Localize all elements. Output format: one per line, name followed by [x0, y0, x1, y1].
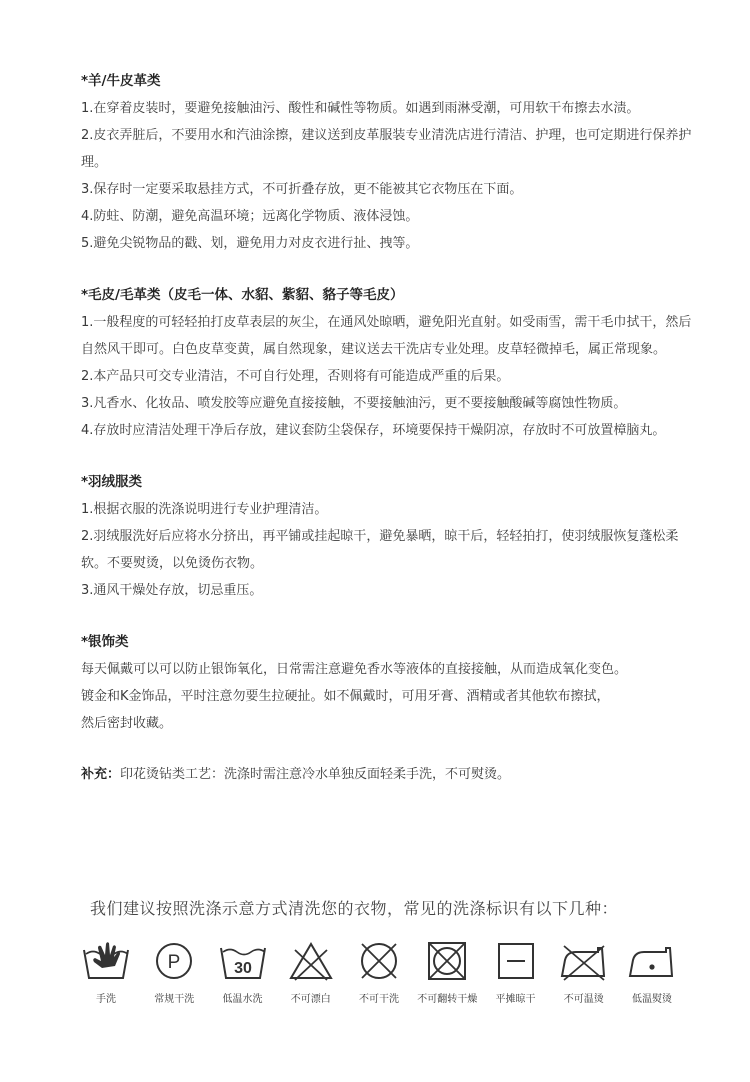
symbol-label: 不可干洗: [359, 994, 399, 1005]
low-iron-icon: [626, 938, 678, 984]
symbol-label: 手洗: [96, 994, 116, 1005]
section-fur: [81, 282, 701, 444]
wash-symbol: [211, 938, 275, 1005]
section-heading: *毛皮/毛革类（皮毛一体、水貂、紫貂、貉子等毛皮）: [81, 287, 404, 303]
flat-dry-icon: [490, 938, 542, 984]
wash-symbol: [74, 938, 138, 1005]
supplement-note: [81, 761, 701, 788]
paragraph: 2.本产品只可交专业清洁，不可自行处理，否则将有可能造成严重的后果。: [81, 369, 510, 384]
care-instructions: [81, 68, 701, 788]
dry-clean-p-icon: [148, 938, 200, 984]
wash-symbol: [142, 938, 206, 1005]
wash-symbols: [74, 938, 684, 1005]
section-heading: *羽绒服类: [81, 474, 143, 490]
wash-30-icon: [217, 938, 269, 984]
paragraph: 1.根据衣服的洗涤说明进行专业护理清洁。: [81, 502, 328, 517]
section-silver: [81, 629, 701, 737]
paragraph: 3.保存时一定要采取悬挂方式，不可折叠存放，更不能被其它衣物压在下面。: [81, 182, 523, 197]
paragraph: 3.通风干燥处存放，切忌重压。: [81, 583, 263, 598]
paragraph: 然后密封收藏。: [81, 716, 173, 731]
note-label: 补充：: [81, 767, 121, 782]
hand-wash-icon: [80, 938, 132, 984]
paragraph: 镀金和K金饰品，平时注意勿要生拉硬扯。如不佩戴时，可用牙膏、酒精或者其他软布擦拭，: [81, 689, 610, 704]
wash-symbol: [620, 938, 684, 1005]
no-iron-icon: [558, 938, 610, 984]
wash-symbol: [484, 938, 548, 1005]
paragraph: 3.凡香水、化妆品、喷发胶等应避免直接接触，不要接触油污，更不要接触酸碱等腐蚀性物质。: [81, 396, 627, 411]
symbol-label: 不可漂白: [290, 994, 331, 1005]
paragraph: 4.存放时应清洁处理干净后存放，建议套防尘袋保存，环境要保持干燥阴凉，存放时不可放置樟脑丸。: [81, 423, 666, 438]
wash-guide-text: 我们建议按照洗涤示意方式清洗您的衣物，常见的洗涤标识有以下几种：: [90, 899, 619, 918]
paragraph: 1.一般程度的可轻轻拍打皮草表层的灰尘，在通风处晾晒，避免阳光直射。如受雨雪，需干毛巾拭干，然后自然风干即可。白色皮草变黄，属自然现象，建议送去干洗店专业处理。皮草轻微掉毛，属正常现象。: [81, 315, 692, 357]
note-text: 印花烫钻类工艺：洗涤时需注意冷水单独反面轻柔手洗，不可熨烫。: [120, 767, 511, 782]
section-leather: [81, 68, 701, 257]
section-down: [81, 469, 701, 604]
section-heading: *羊/牛皮革类: [81, 73, 161, 89]
paragraph: 5.避免尖锐物品的戳、划，避免用力对皮衣进行扯、拽等。: [81, 236, 419, 251]
symbol-label: 平摊晾干: [495, 994, 536, 1005]
section-heading: *银饰类: [81, 634, 129, 650]
no-bleach-icon: [285, 938, 337, 984]
symbol-label: 低温水洗: [222, 994, 263, 1005]
no-tumble-dry-icon: [421, 938, 473, 984]
wash-symbol: [552, 938, 616, 1005]
wash-symbol: [347, 938, 411, 1005]
symbol-label: 常规干洗: [154, 994, 195, 1005]
wash-temp-glyph: 30: [233, 960, 252, 977]
symbol-label: 不可温烫: [563, 994, 604, 1005]
symbol-label: 不可翻转干燥: [417, 994, 478, 1005]
paragraph: 2.皮衣弄脏后，不要用水和汽油涂擦，建议送到皮革服装专业清洗店进行清洁、护理，也可定期进行保养护理。: [81, 128, 692, 170]
wash-symbol: [279, 938, 343, 1005]
paragraph: 2.羽绒服洗好后应将水分挤出，再平铺或挂起晾干，避免暴晒，晾干后，轻轻拍打，使羽绒服恢复蓬松柔软。不要熨烫，以免烫伤衣物。: [81, 529, 679, 571]
symbol-label: 低温熨烫: [632, 994, 672, 1005]
dry-clean-glyph: P: [167, 952, 181, 973]
paragraph: 4.防蛀、防潮，避免高温环境；远离化学物质、液体浸蚀。: [81, 209, 419, 224]
paragraph: 每天佩戴可以可以防止银饰氧化，日常需注意避免香水等液体的直接接触，从而造成氧化变色。: [81, 662, 628, 677]
wash-symbol: [415, 938, 479, 1005]
paragraph: 1.在穿着皮装时，要避免接触油污、酸性和碱性等物质。如遇到雨淋受潮，可用软干布擦去水渍。: [81, 101, 640, 116]
no-dry-clean-icon: [353, 938, 405, 984]
